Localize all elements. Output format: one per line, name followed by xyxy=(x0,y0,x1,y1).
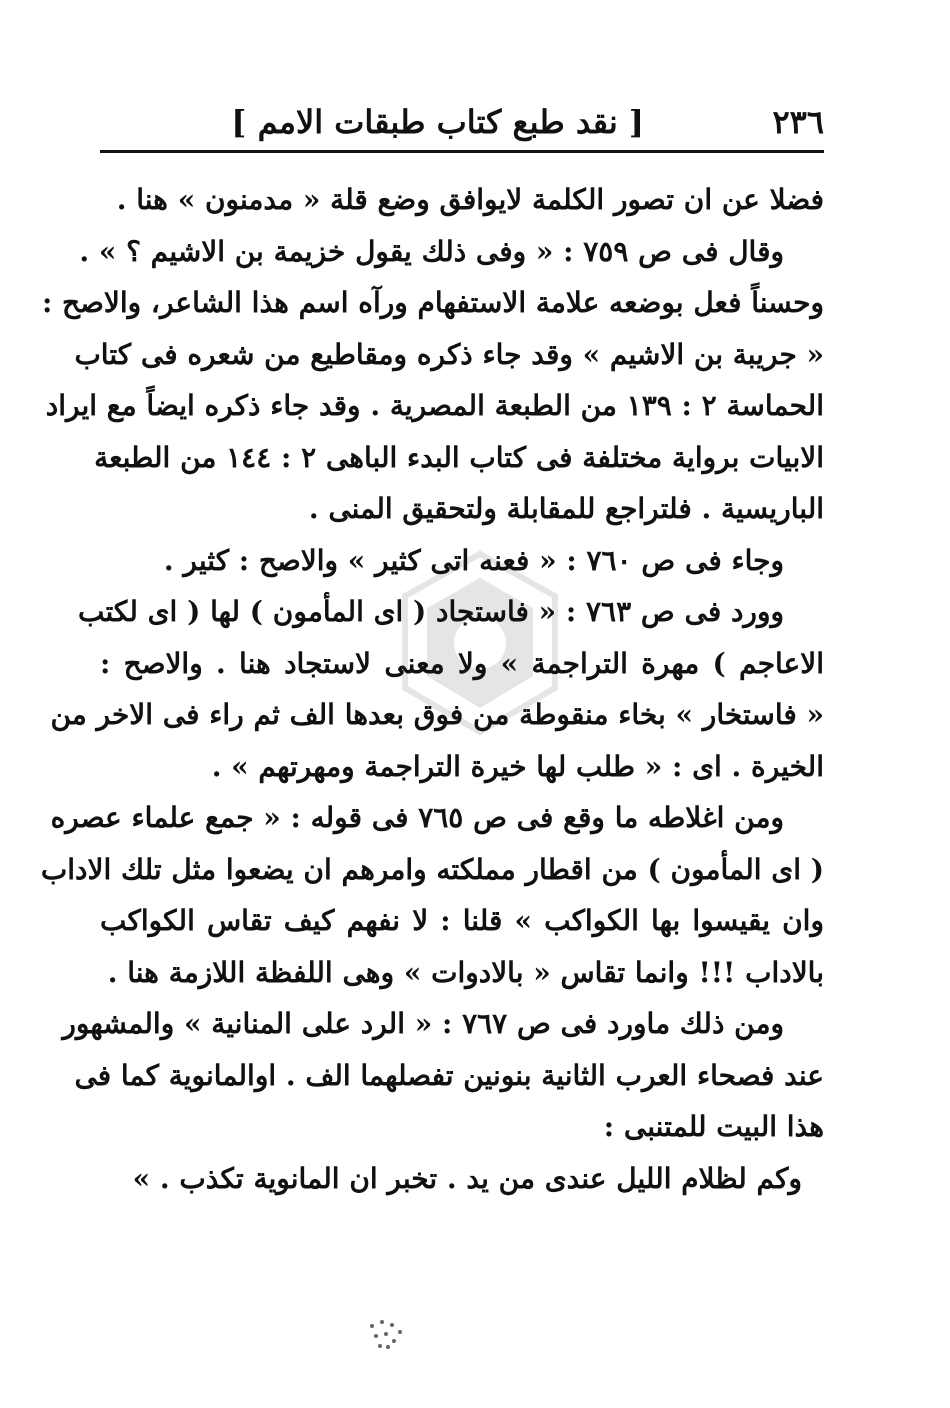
text-line: وان يقيسوا بها الكواكب » قلنا : لا نفهم كيف تقاس الكواكب xyxy=(100,904,824,937)
text-line: الاعاجم ) مهرة التراجمة » ولا معنى لاستجاد هنا . والاصح : xyxy=(100,646,824,680)
running-title: [ نقد طبع كتاب طبقات الامم ] xyxy=(231,103,644,141)
text-line: عند فصحاء العرب الثانية بنونين تفصلهما الف . اوالمانوية كما فى xyxy=(74,1058,824,1092)
text-line: الباريسية . فلتراجع للمقابلة ولتحقيق المنى . xyxy=(308,492,824,525)
text-line: وورد فى ص ٧٦٣ : « فاستجاد ( اى المأمون ) لها ( اى لكتب xyxy=(77,595,784,628)
text-line: وحسناً فعل بوضعه علامة الاستفهام ورآه اسم هذا الشاعر، والاصح : xyxy=(41,286,824,319)
text-line: ومن اغلاطه ما وقع فى ص ٧٦٥ فى قوله : « جمع علماء عصره xyxy=(50,801,784,834)
text-line: « فاستخار » بخاء منقوطة من فوق بعدها الف ثم راء فى الاخر من xyxy=(50,698,824,731)
text-line: الابيات برواية مختلفة فى كتاب البدء الباهى ٢ : ١٤٤ من الطبعة xyxy=(94,440,824,474)
header-rule xyxy=(100,150,824,153)
text-line: الحماسة ٢ : ١٣٩ من الطبعة المصرية . وقد جاء ذكره ايضاً مع ايراد xyxy=(45,389,824,422)
text-line: وقال فى ص ٧٥٩ : « وفى ذلك يقول خزيمة بن الاشيم ؟ » . xyxy=(79,234,784,268)
text-line: بالاداب !!! وانما تقاس « بالادوات » وهى اللفظة اللازمة هنا . xyxy=(107,955,824,989)
text-line: فضلا عن ان تصور الكلمة لايوافق وضع قلة « مدمنون » هنا . xyxy=(116,183,824,216)
body-text xyxy=(40,174,824,1204)
text-line: وجاء فى ص ٧٦٠ : « فعنه اتى كثير » والاصح : كثير . xyxy=(163,543,784,577)
text-line: هذا البيت للمتنبى : xyxy=(603,1110,824,1143)
running-head xyxy=(100,96,824,148)
text-line: ومن ذلك ماورد فى ص ٧٦٧ : « الرد على المنانية » والمشهور xyxy=(62,1007,784,1040)
footer-ornament xyxy=(360,1316,410,1352)
page-number: ٢٣٦ xyxy=(772,103,824,141)
verse-line: وكم لظلام الليل عندى من يد . تخبر ان المانوية تكذب . » xyxy=(132,1161,802,1195)
text-line: الخيرة . اى : « طلب لها خيرة التراجمة ومهرتهم » . xyxy=(211,749,824,783)
text-line: « جريبة بن الاشيم » وقد جاء ذكره ومقاطيع من شعره فى كتاب xyxy=(74,337,824,371)
text-line: ( اى المأمون ) من اقطار مملكته وامرهم ان يضعوا مثل تلك الاداب xyxy=(40,852,824,886)
